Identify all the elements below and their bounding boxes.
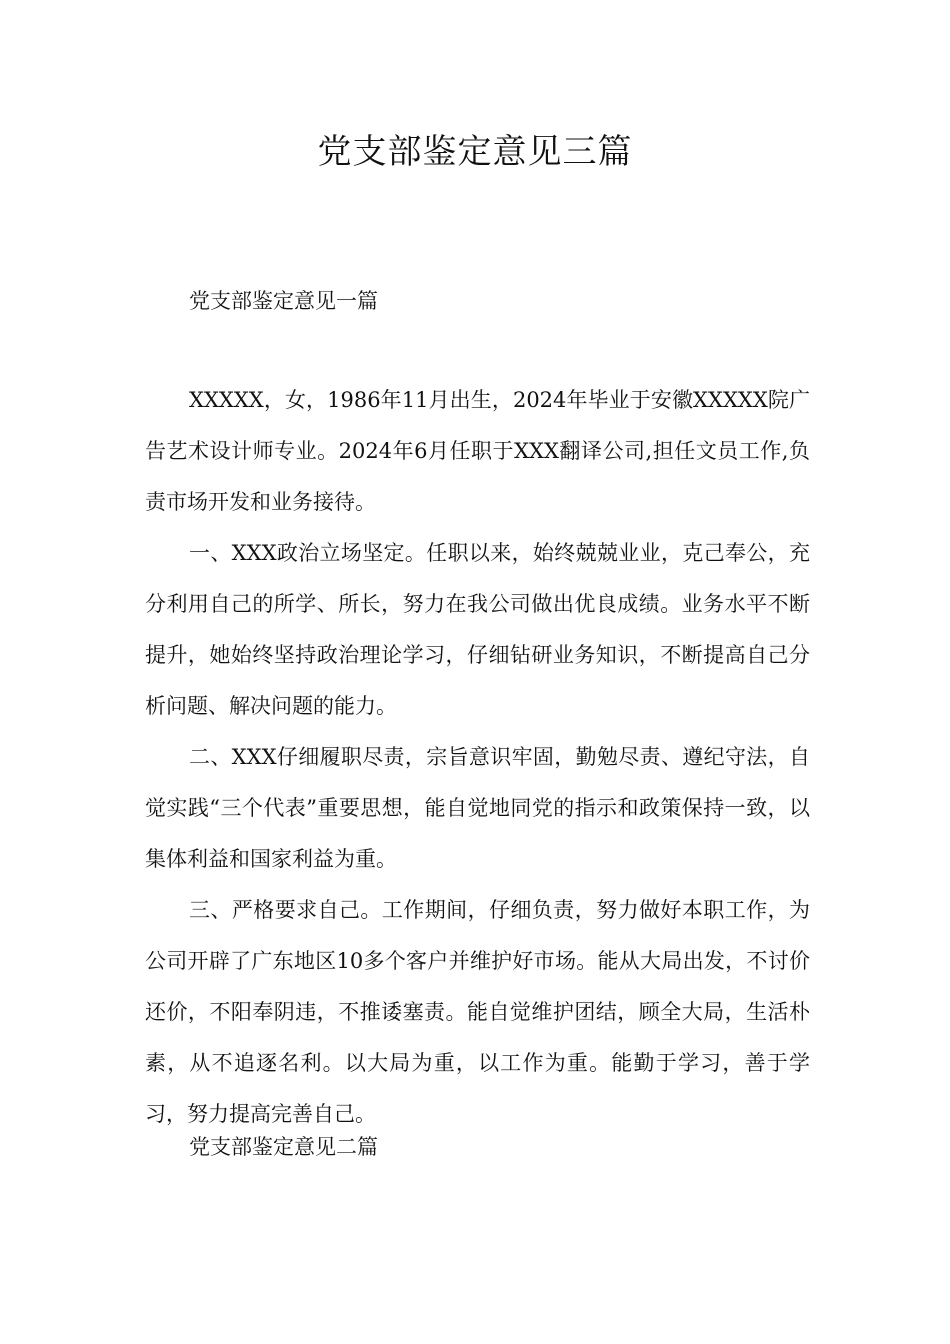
section-heading-1: 党支部鉴定意见一篇 — [189, 289, 378, 313]
paragraph-point-3: 三、严格要求自己。工作期间，仔细负责，努力做好本职工作，为公司开辟了广东地区10多个客户并维护好市场。能从大局出发，不讨价还价，不阳奉阴违，不推诿塞责。能自觉维护团结，顾全大局，生活朴素，从不追逐名利。以大局为重，以工作为重。能勤于学习，善于学习，努力提高完善自己。 — [145, 898, 810, 1126]
section-body-1 — [145, 375, 810, 1140]
section-heading-2: 党支部鉴定意见二篇 — [189, 1135, 378, 1159]
paragraph-point-1: 一、XXX政治立场坚定。任职以来，始终兢兢业业，克己奉公，充分利用自己的所学、所长，努力在我公司做出优良成绩。业务水平不断提升，她始终坚持政治理论学习，仔细钻研业务知识，不断提高自己分析问题、解决问题的能力。 — [145, 541, 810, 718]
paragraph-point-2: 二、XXX仔细履职尽责，宗旨意识牢固，勤勉尽责、遵纪守法，自觉实践“三个代表”重要思想，能自觉地同党的指示和政策保持一致，以集体利益和国家利益为重。 — [145, 745, 810, 871]
paragraph-intro: XXXXX，女，1986年11月出生，2024年毕业于安徽XXXXX院广告艺术设计师专业。2024年6月任职于XXX翻译公司,担任文员工作,负责市场开发和业务接待。 — [145, 388, 810, 514]
document-title: 党支部鉴定意见三篇 — [317, 132, 633, 172]
